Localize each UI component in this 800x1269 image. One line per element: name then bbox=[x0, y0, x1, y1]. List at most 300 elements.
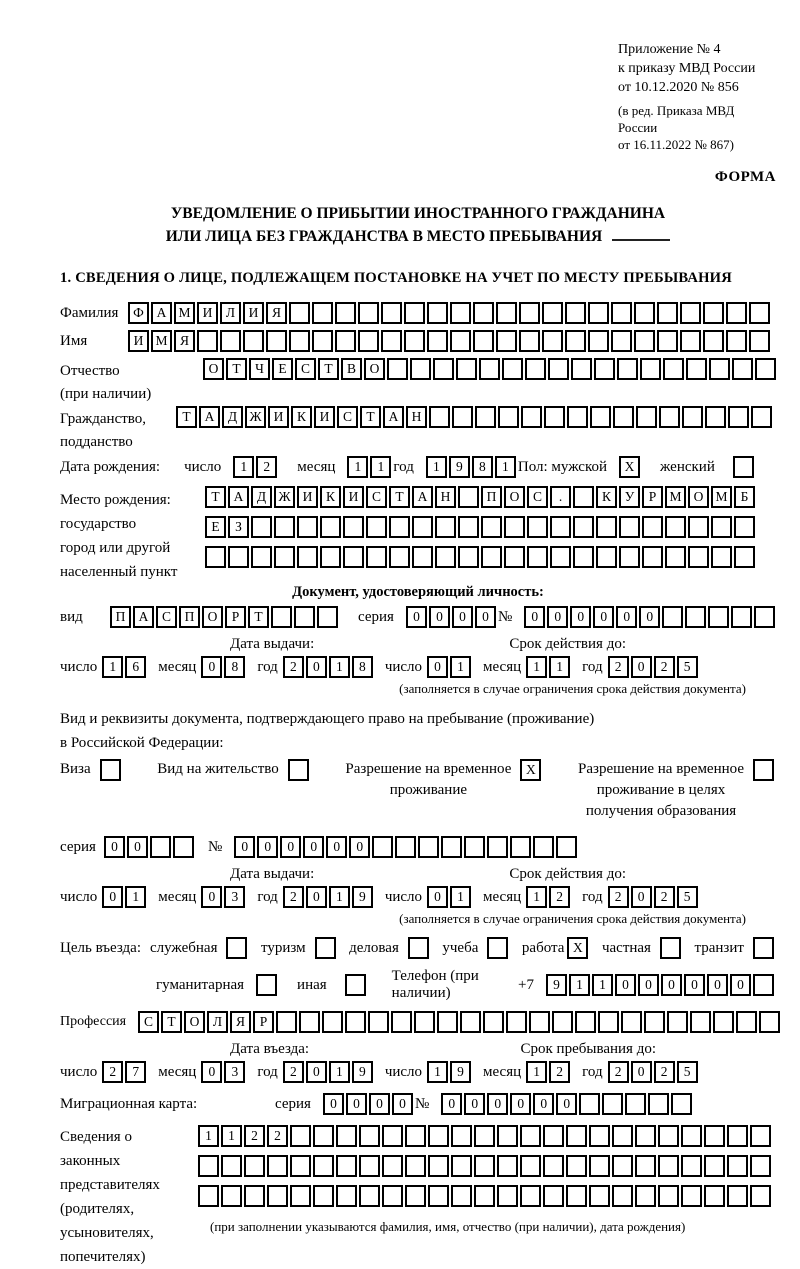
char-cell[interactable]: 1 bbox=[450, 656, 471, 678]
char-cell[interactable] bbox=[550, 516, 571, 538]
char-cell[interactable]: 8 bbox=[224, 656, 245, 678]
char-cell[interactable] bbox=[519, 330, 540, 352]
char-cell[interactable] bbox=[533, 836, 554, 858]
char-cell[interactable]: И bbox=[297, 486, 318, 508]
char-cell[interactable]: 0 bbox=[201, 886, 222, 908]
char-cell[interactable]: 0 bbox=[556, 1093, 577, 1115]
char-cell[interactable] bbox=[644, 1011, 665, 1033]
char-cell[interactable] bbox=[589, 1155, 610, 1177]
char-cell[interactable] bbox=[412, 546, 433, 568]
char-cell[interactable] bbox=[251, 546, 272, 568]
char-cell[interactable] bbox=[395, 836, 416, 858]
char-cell[interactable]: 0 bbox=[631, 886, 652, 908]
char-cell[interactable] bbox=[736, 1011, 757, 1033]
char-cell[interactable]: 0 bbox=[510, 1093, 531, 1115]
checkbox[interactable] bbox=[288, 759, 309, 781]
char-cell[interactable] bbox=[382, 1155, 403, 1177]
char-cell[interactable] bbox=[751, 406, 772, 428]
char-cell[interactable] bbox=[297, 516, 318, 538]
char-cell[interactable]: Ф bbox=[128, 302, 149, 324]
char-cell[interactable]: 1 bbox=[329, 1061, 350, 1083]
char-cell[interactable]: И bbox=[128, 330, 149, 352]
char-cell[interactable] bbox=[405, 1155, 426, 1177]
char-cell[interactable] bbox=[659, 406, 680, 428]
char-cell[interactable]: 0 bbox=[323, 1093, 344, 1115]
char-cell[interactable] bbox=[487, 836, 508, 858]
char-cell[interactable]: 9 bbox=[450, 1061, 471, 1083]
char-cell[interactable] bbox=[621, 1011, 642, 1033]
char-cell[interactable]: М bbox=[665, 486, 686, 508]
char-cell[interactable]: 0 bbox=[349, 836, 370, 858]
char-cell[interactable] bbox=[617, 358, 638, 380]
char-cell[interactable] bbox=[634, 330, 655, 352]
char-cell[interactable] bbox=[313, 1185, 334, 1207]
char-cell[interactable] bbox=[680, 302, 701, 324]
char-cell[interactable] bbox=[619, 516, 640, 538]
char-cell[interactable] bbox=[579, 1093, 600, 1115]
char-cell[interactable] bbox=[688, 546, 709, 568]
char-cell[interactable]: 1 bbox=[347, 456, 368, 478]
char-cell[interactable] bbox=[435, 546, 456, 568]
char-cell[interactable] bbox=[198, 1185, 219, 1207]
char-cell[interactable]: 0 bbox=[427, 656, 448, 678]
char-cell[interactable] bbox=[543, 1155, 564, 1177]
char-cell[interactable]: 0 bbox=[234, 836, 255, 858]
char-cell[interactable]: О bbox=[688, 486, 709, 508]
char-cell[interactable]: Е bbox=[272, 358, 293, 380]
char-cell[interactable] bbox=[497, 1185, 518, 1207]
char-cell[interactable] bbox=[228, 546, 249, 568]
char-cell[interactable] bbox=[566, 1185, 587, 1207]
char-cell[interactable] bbox=[680, 330, 701, 352]
char-cell[interactable] bbox=[663, 358, 684, 380]
char-cell[interactable] bbox=[636, 406, 657, 428]
checkbox[interactable]: X bbox=[619, 456, 640, 478]
char-cell[interactable]: 0 bbox=[638, 974, 659, 996]
char-cell[interactable] bbox=[681, 1185, 702, 1207]
char-cell[interactable]: Я bbox=[174, 330, 195, 352]
char-cell[interactable] bbox=[474, 1185, 495, 1207]
char-cell[interactable] bbox=[611, 302, 632, 324]
char-cell[interactable] bbox=[548, 358, 569, 380]
char-cell[interactable] bbox=[274, 516, 295, 538]
char-cell[interactable] bbox=[589, 1125, 610, 1147]
char-cell[interactable]: 0 bbox=[201, 656, 222, 678]
char-cell[interactable]: 9 bbox=[546, 974, 567, 996]
char-cell[interactable] bbox=[566, 1155, 587, 1177]
char-cell[interactable]: 1 bbox=[526, 656, 547, 678]
char-cell[interactable] bbox=[667, 1011, 688, 1033]
char-cell[interactable] bbox=[658, 1125, 679, 1147]
char-cell[interactable]: Т bbox=[318, 358, 339, 380]
checkbox[interactable]: X bbox=[567, 937, 588, 959]
char-cell[interactable] bbox=[658, 1155, 679, 1177]
char-cell[interactable]: Д bbox=[222, 406, 243, 428]
char-cell[interactable]: 0 bbox=[104, 836, 125, 858]
char-cell[interactable]: 0 bbox=[464, 1093, 485, 1115]
char-cell[interactable]: 0 bbox=[127, 836, 148, 858]
char-cell[interactable]: 7 bbox=[125, 1061, 146, 1083]
char-cell[interactable] bbox=[613, 406, 634, 428]
char-cell[interactable] bbox=[290, 1125, 311, 1147]
char-cell[interactable]: И bbox=[243, 302, 264, 324]
char-cell[interactable] bbox=[336, 1185, 357, 1207]
char-cell[interactable]: П bbox=[110, 606, 131, 628]
char-cell[interactable] bbox=[727, 1185, 748, 1207]
char-cell[interactable]: О bbox=[202, 606, 223, 628]
char-cell[interactable]: 1 bbox=[450, 886, 471, 908]
char-cell[interactable]: 5 bbox=[677, 886, 698, 908]
char-cell[interactable] bbox=[565, 302, 586, 324]
char-cell[interactable] bbox=[713, 1011, 734, 1033]
char-cell[interactable] bbox=[299, 1011, 320, 1033]
char-cell[interactable] bbox=[594, 358, 615, 380]
char-cell[interactable] bbox=[657, 302, 678, 324]
char-cell[interactable] bbox=[520, 1125, 541, 1147]
char-cell[interactable] bbox=[437, 1011, 458, 1033]
char-cell[interactable] bbox=[173, 836, 194, 858]
char-cell[interactable] bbox=[389, 546, 410, 568]
char-cell[interactable]: 1 bbox=[329, 656, 350, 678]
char-cell[interactable] bbox=[612, 1125, 633, 1147]
char-cell[interactable] bbox=[759, 1011, 780, 1033]
char-cell[interactable] bbox=[544, 406, 565, 428]
char-cell[interactable] bbox=[474, 1125, 495, 1147]
char-cell[interactable]: С bbox=[138, 1011, 159, 1033]
char-cell[interactable]: З bbox=[228, 516, 249, 538]
checkbox[interactable] bbox=[256, 974, 277, 996]
char-cell[interactable]: 9 bbox=[352, 1061, 373, 1083]
char-cell[interactable] bbox=[290, 1155, 311, 1177]
char-cell[interactable] bbox=[372, 836, 393, 858]
char-cell[interactable]: Р bbox=[253, 1011, 274, 1033]
char-cell[interactable] bbox=[685, 606, 706, 628]
char-cell[interactable] bbox=[251, 516, 272, 538]
char-cell[interactable] bbox=[575, 1011, 596, 1033]
char-cell[interactable] bbox=[565, 330, 586, 352]
char-cell[interactable] bbox=[483, 1011, 504, 1033]
char-cell[interactable] bbox=[731, 606, 752, 628]
char-cell[interactable] bbox=[405, 1125, 426, 1147]
char-cell[interactable]: 0 bbox=[346, 1093, 367, 1115]
char-cell[interactable] bbox=[343, 516, 364, 538]
char-cell[interactable] bbox=[502, 358, 523, 380]
char-cell[interactable] bbox=[657, 330, 678, 352]
char-cell[interactable]: 2 bbox=[283, 656, 304, 678]
char-cell[interactable]: 0 bbox=[475, 606, 496, 628]
char-cell[interactable] bbox=[749, 302, 770, 324]
char-cell[interactable] bbox=[150, 836, 171, 858]
char-cell[interactable] bbox=[573, 486, 594, 508]
char-cell[interactable]: 0 bbox=[615, 974, 636, 996]
char-cell[interactable]: 2 bbox=[102, 1061, 123, 1083]
char-cell[interactable] bbox=[276, 1011, 297, 1033]
char-cell[interactable] bbox=[703, 302, 724, 324]
char-cell[interactable]: А bbox=[133, 606, 154, 628]
char-cell[interactable] bbox=[732, 358, 753, 380]
char-cell[interactable]: 1 bbox=[526, 886, 547, 908]
char-cell[interactable] bbox=[571, 358, 592, 380]
checkbox[interactable] bbox=[660, 937, 681, 959]
char-cell[interactable]: 0 bbox=[306, 656, 327, 678]
char-cell[interactable]: Н bbox=[435, 486, 456, 508]
char-cell[interactable] bbox=[573, 546, 594, 568]
char-cell[interactable]: 0 bbox=[661, 974, 682, 996]
char-cell[interactable] bbox=[460, 1011, 481, 1033]
char-cell[interactable] bbox=[635, 1185, 656, 1207]
char-cell[interactable] bbox=[366, 516, 387, 538]
char-cell[interactable] bbox=[381, 302, 402, 324]
char-cell[interactable]: Т bbox=[205, 486, 226, 508]
char-cell[interactable]: Я bbox=[230, 1011, 251, 1033]
char-cell[interactable] bbox=[267, 1185, 288, 1207]
char-cell[interactable]: 8 bbox=[352, 656, 373, 678]
char-cell[interactable] bbox=[635, 1125, 656, 1147]
char-cell[interactable] bbox=[198, 1155, 219, 1177]
char-cell[interactable]: 0 bbox=[707, 974, 728, 996]
char-cell[interactable] bbox=[754, 606, 775, 628]
char-cell[interactable] bbox=[473, 330, 494, 352]
char-cell[interactable] bbox=[665, 546, 686, 568]
char-cell[interactable] bbox=[588, 302, 609, 324]
char-cell[interactable] bbox=[427, 302, 448, 324]
char-cell[interactable] bbox=[452, 406, 473, 428]
char-cell[interactable] bbox=[686, 358, 707, 380]
char-cell[interactable]: Ж bbox=[245, 406, 266, 428]
char-cell[interactable] bbox=[625, 1093, 646, 1115]
char-cell[interactable] bbox=[573, 516, 594, 538]
char-cell[interactable]: 0 bbox=[429, 606, 450, 628]
char-cell[interactable] bbox=[711, 546, 732, 568]
char-cell[interactable] bbox=[359, 1125, 380, 1147]
char-cell[interactable] bbox=[543, 1185, 564, 1207]
char-cell[interactable] bbox=[479, 358, 500, 380]
char-cell[interactable]: С bbox=[527, 486, 548, 508]
char-cell[interactable] bbox=[648, 1093, 669, 1115]
char-cell[interactable] bbox=[320, 516, 341, 538]
char-cell[interactable]: 1 bbox=[526, 1061, 547, 1083]
char-cell[interactable]: Д bbox=[251, 486, 272, 508]
char-cell[interactable]: 6 bbox=[125, 656, 146, 678]
char-cell[interactable]: 1 bbox=[221, 1125, 242, 1147]
char-cell[interactable] bbox=[458, 486, 479, 508]
char-cell[interactable]: 0 bbox=[487, 1093, 508, 1115]
char-cell[interactable] bbox=[496, 302, 517, 324]
char-cell[interactable] bbox=[345, 1011, 366, 1033]
char-cell[interactable] bbox=[297, 546, 318, 568]
char-cell[interactable]: 5 bbox=[677, 1061, 698, 1083]
char-cell[interactable]: Р bbox=[642, 486, 663, 508]
char-cell[interactable]: 1 bbox=[426, 456, 447, 478]
char-cell[interactable] bbox=[681, 1125, 702, 1147]
char-cell[interactable]: К bbox=[320, 486, 341, 508]
char-cell[interactable]: К bbox=[291, 406, 312, 428]
char-cell[interactable] bbox=[474, 1155, 495, 1177]
char-cell[interactable]: Т bbox=[161, 1011, 182, 1033]
char-cell[interactable] bbox=[197, 330, 218, 352]
char-cell[interactable] bbox=[750, 1155, 771, 1177]
char-cell[interactable] bbox=[475, 406, 496, 428]
char-cell[interactable]: 2 bbox=[608, 656, 629, 678]
char-cell[interactable]: 0 bbox=[593, 606, 614, 628]
char-cell[interactable]: 0 bbox=[102, 886, 123, 908]
char-cell[interactable]: 9 bbox=[352, 886, 373, 908]
char-cell[interactable]: 0 bbox=[639, 606, 660, 628]
char-cell[interactable] bbox=[336, 1125, 357, 1147]
char-cell[interactable] bbox=[451, 1155, 472, 1177]
char-cell[interactable]: Т bbox=[176, 406, 197, 428]
char-cell[interactable] bbox=[750, 1185, 771, 1207]
char-cell[interactable] bbox=[726, 302, 747, 324]
char-cell[interactable] bbox=[506, 1011, 527, 1033]
char-cell[interactable] bbox=[317, 606, 338, 628]
char-cell[interactable] bbox=[596, 546, 617, 568]
char-cell[interactable] bbox=[711, 516, 732, 538]
char-cell[interactable] bbox=[690, 1011, 711, 1033]
char-cell[interactable] bbox=[481, 546, 502, 568]
checkbox[interactable] bbox=[408, 937, 429, 959]
char-cell[interactable] bbox=[497, 1155, 518, 1177]
char-cell[interactable]: 0 bbox=[201, 1061, 222, 1083]
char-cell[interactable]: И bbox=[343, 486, 364, 508]
char-cell[interactable] bbox=[358, 330, 379, 352]
char-cell[interactable] bbox=[504, 546, 525, 568]
char-cell[interactable]: И bbox=[314, 406, 335, 428]
char-cell[interactable]: О bbox=[504, 486, 525, 508]
char-cell[interactable]: 2 bbox=[654, 656, 675, 678]
char-cell[interactable] bbox=[312, 330, 333, 352]
char-cell[interactable] bbox=[221, 1185, 242, 1207]
char-cell[interactable] bbox=[429, 406, 450, 428]
char-cell[interactable] bbox=[428, 1155, 449, 1177]
char-cell[interactable]: 2 bbox=[549, 886, 570, 908]
char-cell[interactable]: 1 bbox=[102, 656, 123, 678]
char-cell[interactable] bbox=[634, 302, 655, 324]
char-cell[interactable] bbox=[542, 302, 563, 324]
char-cell[interactable] bbox=[205, 546, 226, 568]
char-cell[interactable]: 0 bbox=[303, 836, 324, 858]
char-cell[interactable] bbox=[451, 1185, 472, 1207]
char-cell[interactable]: 1 bbox=[233, 456, 254, 478]
char-cell[interactable] bbox=[590, 406, 611, 428]
char-cell[interactable]: 1 bbox=[198, 1125, 219, 1147]
char-cell[interactable]: 3 bbox=[224, 1061, 245, 1083]
char-cell[interactable]: 0 bbox=[616, 606, 637, 628]
char-cell[interactable] bbox=[519, 302, 540, 324]
char-cell[interactable]: 0 bbox=[452, 606, 473, 628]
char-cell[interactable] bbox=[704, 1125, 725, 1147]
char-cell[interactable] bbox=[271, 606, 292, 628]
char-cell[interactable] bbox=[435, 516, 456, 538]
char-cell[interactable] bbox=[336, 1155, 357, 1177]
checkbox[interactable]: X bbox=[520, 759, 541, 781]
char-cell[interactable] bbox=[368, 1011, 389, 1033]
char-cell[interactable] bbox=[418, 836, 439, 858]
char-cell[interactable] bbox=[640, 358, 661, 380]
char-cell[interactable] bbox=[521, 406, 542, 428]
char-cell[interactable] bbox=[728, 406, 749, 428]
char-cell[interactable] bbox=[456, 358, 477, 380]
char-cell[interactable] bbox=[550, 546, 571, 568]
char-cell[interactable] bbox=[552, 1011, 573, 1033]
char-cell[interactable]: А bbox=[383, 406, 404, 428]
char-cell[interactable] bbox=[726, 330, 747, 352]
char-cell[interactable] bbox=[665, 516, 686, 538]
char-cell[interactable] bbox=[542, 330, 563, 352]
char-cell[interactable] bbox=[322, 1011, 343, 1033]
char-cell[interactable] bbox=[734, 546, 755, 568]
char-cell[interactable] bbox=[708, 606, 729, 628]
char-cell[interactable]: Т bbox=[226, 358, 247, 380]
char-cell[interactable] bbox=[359, 1155, 380, 1177]
char-cell[interactable]: М bbox=[174, 302, 195, 324]
char-cell[interactable] bbox=[289, 330, 310, 352]
char-cell[interactable] bbox=[635, 1155, 656, 1177]
char-cell[interactable] bbox=[734, 516, 755, 538]
char-cell[interactable] bbox=[289, 302, 310, 324]
char-cell[interactable] bbox=[749, 330, 770, 352]
char-cell[interactable]: 1 bbox=[495, 456, 516, 478]
char-cell[interactable] bbox=[567, 406, 588, 428]
char-cell[interactable]: О bbox=[364, 358, 385, 380]
char-cell[interactable]: 0 bbox=[280, 836, 301, 858]
char-cell[interactable]: 0 bbox=[406, 606, 427, 628]
char-cell[interactable]: С bbox=[156, 606, 177, 628]
char-cell[interactable]: О bbox=[184, 1011, 205, 1033]
char-cell[interactable] bbox=[450, 302, 471, 324]
char-cell[interactable] bbox=[704, 1155, 725, 1177]
char-cell[interactable] bbox=[520, 1155, 541, 1177]
char-cell[interactable]: 2 bbox=[283, 886, 304, 908]
char-cell[interactable]: 2 bbox=[608, 1061, 629, 1083]
char-cell[interactable]: 0 bbox=[306, 1061, 327, 1083]
char-cell[interactable] bbox=[294, 606, 315, 628]
char-cell[interactable]: 9 bbox=[449, 456, 470, 478]
char-cell[interactable] bbox=[612, 1155, 633, 1177]
char-cell[interactable] bbox=[358, 302, 379, 324]
char-cell[interactable] bbox=[642, 516, 663, 538]
char-cell[interactable] bbox=[750, 1125, 771, 1147]
char-cell[interactable]: 0 bbox=[631, 1061, 652, 1083]
char-cell[interactable] bbox=[498, 406, 519, 428]
char-cell[interactable]: 2 bbox=[267, 1125, 288, 1147]
char-cell[interactable] bbox=[619, 546, 640, 568]
char-cell[interactable] bbox=[266, 330, 287, 352]
char-cell[interactable] bbox=[727, 1125, 748, 1147]
checkbox[interactable] bbox=[315, 937, 336, 959]
char-cell[interactable] bbox=[267, 1155, 288, 1177]
char-cell[interactable]: Л bbox=[220, 302, 241, 324]
checkbox[interactable] bbox=[753, 759, 774, 781]
char-cell[interactable] bbox=[527, 546, 548, 568]
char-cell[interactable]: 2 bbox=[654, 886, 675, 908]
char-cell[interactable] bbox=[387, 358, 408, 380]
char-cell[interactable] bbox=[290, 1185, 311, 1207]
char-cell[interactable]: 8 bbox=[472, 456, 493, 478]
char-cell[interactable]: 1 bbox=[592, 974, 613, 996]
char-cell[interactable] bbox=[312, 302, 333, 324]
char-cell[interactable] bbox=[243, 330, 264, 352]
char-cell[interactable]: 0 bbox=[326, 836, 347, 858]
char-cell[interactable]: И bbox=[197, 302, 218, 324]
char-cell[interactable] bbox=[335, 302, 356, 324]
char-cell[interactable]: 0 bbox=[369, 1093, 390, 1115]
char-cell[interactable]: 0 bbox=[684, 974, 705, 996]
char-cell[interactable]: 3 bbox=[224, 886, 245, 908]
char-cell[interactable] bbox=[520, 1185, 541, 1207]
char-cell[interactable] bbox=[497, 1125, 518, 1147]
char-cell[interactable] bbox=[313, 1125, 334, 1147]
